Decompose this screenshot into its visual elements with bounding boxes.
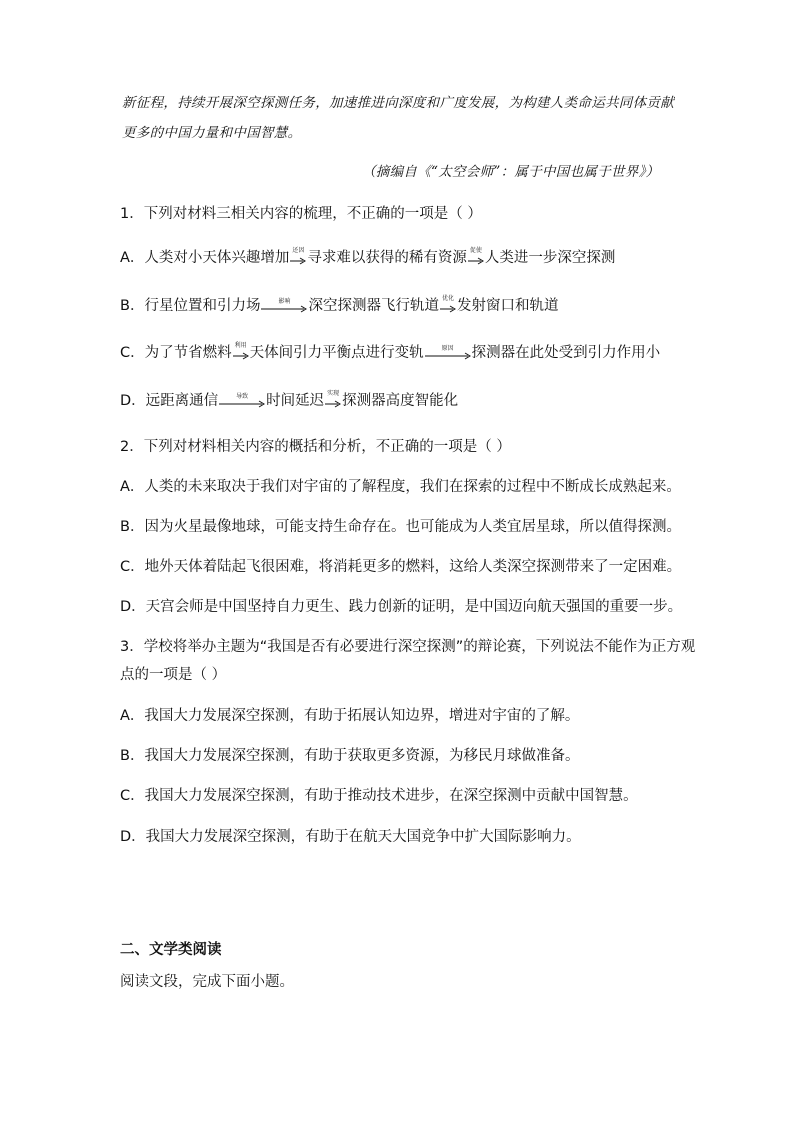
arrow-icon: 原因 xyxy=(425,343,471,363)
q2-option-d[interactable]: D．天宫会师是中国坚持自力更生、践力创新的证明，是中国迈向航天强国的重要一步。 xyxy=(120,599,683,615)
intro-line-2: 更多的中国力量和中国智慧。 xyxy=(122,125,302,141)
q3-stem-line-1: 3．学校将举办主题为“我国是否有必要进行深空探测”的辩论赛，下列说法不能作为正方观 xyxy=(120,639,696,655)
q1-b-suffix: 发射窗口和轨道 xyxy=(456,298,559,314)
arrow-icon: 影响 xyxy=(261,296,307,316)
q2-option-c[interactable]: C．地外天体着陆起飞很困难，将消耗更多的燃料，这给人类深空探测带来了一定困难。 xyxy=(120,559,682,575)
q3-stem-line-2: 点的一项是（ ） xyxy=(120,667,227,683)
q1-d-mid: 时间延迟 xyxy=(266,393,325,409)
arrow-icon: 还因 xyxy=(290,248,306,268)
q3-option-b[interactable]: B．我国大力发展深空探测，有助于获取更多资源，为移民月球做准备。 xyxy=(120,748,580,764)
q1-b-mid: 深空探测器飞行轨道 xyxy=(308,298,439,314)
q1-a-prefix: A．人类对小天体兴趣增加 xyxy=(120,250,290,266)
arrow-icon: 实现 xyxy=(325,391,341,411)
q1-c-suffix: 探测器在此处受到引力作用小 xyxy=(471,345,661,361)
q2-stem: 2．下列对材料相关内容的概括和分析，不正确的一项是（ ） xyxy=(120,439,511,455)
q1-a-mid: 寻求难以获得的稀有资源 xyxy=(307,250,467,266)
q1-option-b[interactable] xyxy=(120,296,558,316)
q1-d-suffix: 探测器高度智能化 xyxy=(342,393,459,409)
q1-c-prefix: C．为了节省燃料 xyxy=(120,345,232,361)
q2-option-a[interactable]: A．人类的未来取决于我们对宇宙的了解程度，我们在探索的过程中不断成长成熟起来。 xyxy=(120,479,681,495)
intro-line-1: 新征程，持续开展深空探测任务，加速推进向深度和广度发展，为构建人类命运共同体贡献 xyxy=(122,95,674,111)
q3-option-c[interactable]: C．我国大力发展深空探测，有助于推动技术进步，在深空探测中贡献中国智慧。 xyxy=(120,788,638,804)
section-heading: 二、文学类阅读 xyxy=(120,942,222,958)
arrow-icon: 优化 xyxy=(440,296,456,316)
arrow-icon: 导致 xyxy=(219,391,265,411)
q1-option-d[interactable] xyxy=(120,391,458,411)
q3-option-d[interactable]: D．我国大力发展深空探测，有助于在航天大国竞争中扩大国际影响力。 xyxy=(120,829,581,845)
q1-option-c[interactable] xyxy=(120,343,660,363)
arrow-icon: 利用 xyxy=(233,343,249,363)
q1-option-a[interactable] xyxy=(120,248,615,268)
source-citation: （摘编自《“太空会师”：属于中国也属于世界》） xyxy=(362,164,660,180)
q2-option-b[interactable]: B．因为火星最像地球，可能支持生命存在。也可能成为人类宜居星球，所以值得探测。 xyxy=(120,519,681,535)
q1-a-suffix: 人类进一步深空探测 xyxy=(484,250,616,266)
q1-c-mid: 天体间引力平衡点进行变轨 xyxy=(249,345,424,361)
q1-d-prefix: D．远距离通信 xyxy=(120,393,219,409)
q1-b-prefix: B．行星位置和引力场 xyxy=(120,298,261,314)
arrow-icon: 促使 xyxy=(468,248,484,268)
section-instruction: 阅读文段，完成下面小题。 xyxy=(120,974,294,990)
q1-stem: 1．下列对材料三相关内容的梳理，不正确的一项是（ ） xyxy=(120,206,482,222)
q3-option-a[interactable]: A．我国大力发展深空探测，有助于拓展认知边界，增进对宇宙的了解。 xyxy=(120,708,580,724)
